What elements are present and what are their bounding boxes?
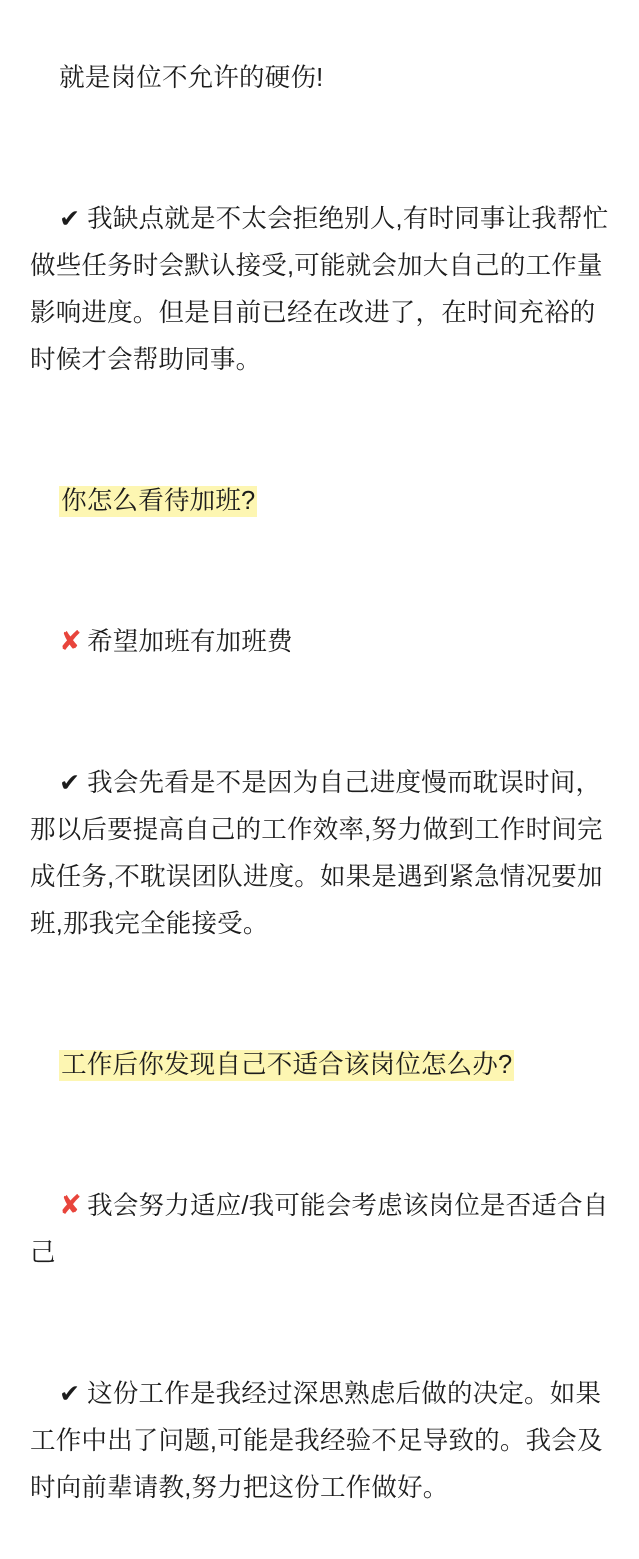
cross-icon: ✘ xyxy=(59,1190,82,1220)
block-text: 这份工作是我经过深思熟虑后做的决定。如果工作中出了问题,可能是我经验不足导致的。我会及时向前辈请教,努力把这份工作做好。 xyxy=(30,1380,603,1502)
highlighted-text: 工作后你发现自己不适合该岗位怎么办? xyxy=(61,1051,513,1079)
text-block xyxy=(30,713,617,995)
block-text: 我缺点就是不太会拒绝别人,有时同事让我帮忙做些任务时会默认接受,可能就会加大自己的工作量影响进度。但是目前已经在改进了，在时间充裕的时候才会帮助同事。 xyxy=(30,205,609,374)
check-icon: ✔ xyxy=(59,769,81,797)
highlighted-text: 你怎么看待加班? xyxy=(61,487,256,515)
text-block xyxy=(30,149,617,431)
block-text: 我会先看是不是因为自己进度慢而耽误时间，那以后要提高自己的工作效率,努力做到工作时间完成任务,不耽误团队进度。如果是遇到紧急情况要加班,那我完全能接受。 xyxy=(30,769,603,938)
block-text: 我会努力适应/我可能会考虑该岗位是否适合自己 xyxy=(30,1192,609,1267)
block-text: 就是岗位不允许的硬伤! xyxy=(59,64,324,92)
text-block xyxy=(30,1136,617,1324)
question-heading xyxy=(30,995,617,1136)
text-block xyxy=(30,8,617,149)
check-icon: ✔ xyxy=(59,205,81,233)
text-block xyxy=(30,1324,617,1559)
text-block xyxy=(30,572,617,713)
check-icon: ✔ xyxy=(59,1380,81,1408)
cross-icon: ✘ xyxy=(59,626,82,656)
question-heading xyxy=(30,431,617,572)
block-text: 希望加班有加班费 xyxy=(87,628,293,656)
